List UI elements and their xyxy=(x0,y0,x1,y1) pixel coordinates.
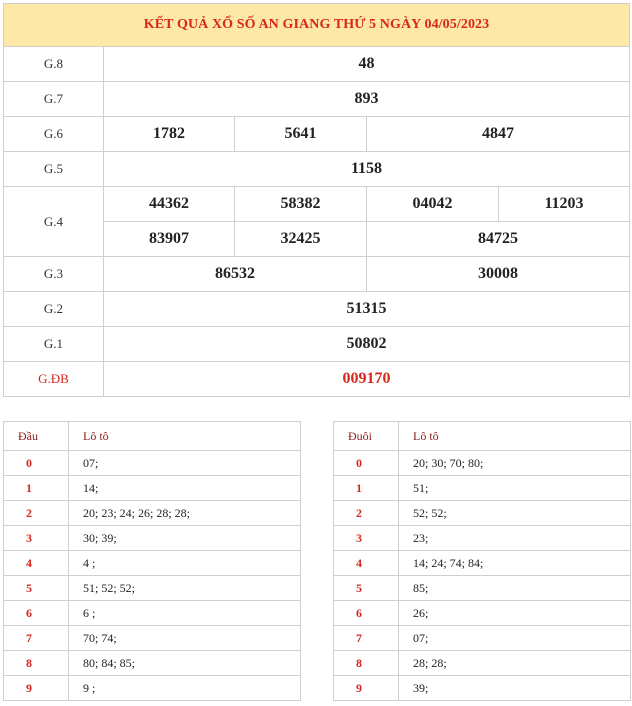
row-key: 1 xyxy=(334,476,399,501)
prize-number: 30008 xyxy=(367,257,630,292)
row-values: 6 ; xyxy=(69,601,301,626)
row-key: 4 xyxy=(334,551,399,576)
row-values: 14; xyxy=(69,476,301,501)
prize-row-g3 xyxy=(4,257,630,292)
row-values: 9 ; xyxy=(69,676,301,701)
prize-number: 84725 xyxy=(367,222,630,257)
row-key: 8 xyxy=(4,651,69,676)
duoi-header: Đuôi xyxy=(334,422,399,451)
prize-label: G.5 xyxy=(4,152,104,187)
prize-row-g1 xyxy=(4,327,630,362)
table-row xyxy=(4,626,301,651)
special-prize-label: G.ĐB xyxy=(4,362,104,397)
prize-row-g8 xyxy=(4,47,630,82)
row-key: 7 xyxy=(334,626,399,651)
prize-number: 04042 xyxy=(367,187,499,222)
prize-label: G.1 xyxy=(4,327,104,362)
table-row xyxy=(334,476,631,501)
row-key: 9 xyxy=(334,676,399,701)
prize-label: G.4 xyxy=(4,187,104,257)
table-row xyxy=(4,601,301,626)
row-values: 26; xyxy=(399,601,631,626)
prize-number: 58382 xyxy=(235,187,367,222)
row-key: 8 xyxy=(334,651,399,676)
prize-label: G.6 xyxy=(4,117,104,152)
table-row xyxy=(334,501,631,526)
row-values: 14; 24; 74; 84; xyxy=(399,551,631,576)
row-key: 2 xyxy=(334,501,399,526)
table-row xyxy=(334,601,631,626)
row-values: 39; xyxy=(399,676,631,701)
results-table xyxy=(3,3,630,397)
row-key: 0 xyxy=(4,451,69,476)
table-row xyxy=(334,526,631,551)
table-row xyxy=(334,651,631,676)
prize-number: 1158 xyxy=(104,152,630,187)
row-values: 70; 74; xyxy=(69,626,301,651)
row-values: 52; 52; xyxy=(399,501,631,526)
table-row xyxy=(4,501,301,526)
prize-row-g6 xyxy=(4,117,630,152)
prize-label: G.7 xyxy=(4,82,104,117)
prize-number: 51315 xyxy=(104,292,630,327)
prize-number: 83907 xyxy=(104,222,235,257)
row-key: 4 xyxy=(4,551,69,576)
prize-number: 11203 xyxy=(499,187,630,222)
table-row xyxy=(4,551,301,576)
row-key: 5 xyxy=(4,576,69,601)
special-prize-number: 009170 xyxy=(104,362,630,397)
table-row xyxy=(334,626,631,651)
row-key: 6 xyxy=(334,601,399,626)
row-values: 51; xyxy=(399,476,631,501)
row-values: 4 ; xyxy=(69,551,301,576)
row-key: 1 xyxy=(4,476,69,501)
row-key: 0 xyxy=(334,451,399,476)
row-values: 07; xyxy=(399,626,631,651)
row-key: 9 xyxy=(4,676,69,701)
table-row xyxy=(4,651,301,676)
prize-number: 893 xyxy=(104,82,630,117)
prize-row-special xyxy=(4,362,630,397)
row-values: 80; 84; 85; xyxy=(69,651,301,676)
table-row xyxy=(334,576,631,601)
prize-row-g5 xyxy=(4,152,630,187)
row-values: 07; xyxy=(69,451,301,476)
page-title: KẾT QUẢ XỔ SỐ AN GIANG THỨ 5 NGÀY 04/05/2023 xyxy=(4,4,630,47)
row-values: 30; 39; xyxy=(69,526,301,551)
prize-label: G.8 xyxy=(4,47,104,82)
prize-label: G.2 xyxy=(4,292,104,327)
prize-number: 32425 xyxy=(235,222,367,257)
prize-row-g2 xyxy=(4,292,630,327)
duoi-loto-table xyxy=(333,421,631,701)
prize-number: 1782 xyxy=(104,117,235,152)
row-key: 3 xyxy=(334,526,399,551)
row-values: 85; xyxy=(399,576,631,601)
table-row xyxy=(334,551,631,576)
prize-label: G.3 xyxy=(4,257,104,292)
row-key: 7 xyxy=(4,626,69,651)
prize-number: 86532 xyxy=(104,257,367,292)
table-row xyxy=(4,526,301,551)
row-key: 2 xyxy=(4,501,69,526)
row-values: 23; xyxy=(399,526,631,551)
dau-loto-table xyxy=(3,421,301,701)
prize-number: 5641 xyxy=(235,117,367,152)
prize-number: 50802 xyxy=(104,327,630,362)
table-row xyxy=(334,676,631,701)
loto-header: Lô tô xyxy=(399,422,631,451)
row-values: 51; 52; 52; xyxy=(69,576,301,601)
prize-number: 48 xyxy=(104,47,630,82)
prize-number: 44362 xyxy=(104,187,235,222)
table-row xyxy=(4,451,301,476)
row-key: 5 xyxy=(334,576,399,601)
table-row xyxy=(4,676,301,701)
row-values: 20; 23; 24; 26; 28; 28; xyxy=(69,501,301,526)
row-values: 28; 28; xyxy=(399,651,631,676)
prize-number: 4847 xyxy=(367,117,630,152)
row-key: 3 xyxy=(4,526,69,551)
prize-row-g4 xyxy=(4,187,630,222)
prize-row-g7 xyxy=(4,82,630,117)
loto-header: Lô tô xyxy=(69,422,301,451)
table-row xyxy=(4,476,301,501)
row-key: 6 xyxy=(4,601,69,626)
dau-header: Đầu xyxy=(4,422,69,451)
table-row xyxy=(334,451,631,476)
row-values: 20; 30; 70; 80; xyxy=(399,451,631,476)
table-row xyxy=(4,576,301,601)
